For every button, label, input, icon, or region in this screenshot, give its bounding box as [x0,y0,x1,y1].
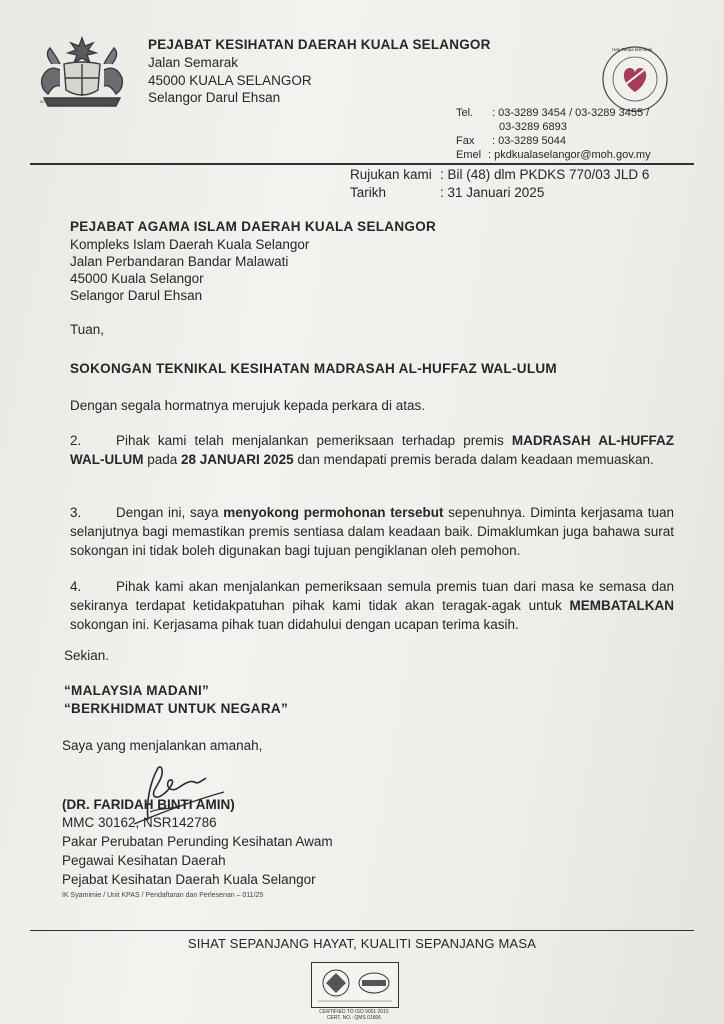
p4-text-c: sokongan ini. Kerjasama pihak tuan didahului dengan ucapan terima kasih. [70,617,519,632]
closing: Sekian. [64,648,110,663]
office-name: PEJABAT KESIHATAN DAERAH KUALA SELANGOR [148,37,491,52]
motto-2: “BERKHIDMAT UNTUK NEGARA” [64,701,288,716]
signatory-title-2: Pegawai Kesihatan Daerah [62,853,226,868]
file-reference: IK Syamimie / Unit KPAS / Pendaftaran dan Perlesenan – 011/25 [62,892,264,899]
p2-inspection-date: 28 JANUARI 2025 [181,452,294,467]
p4-text-a: Pihak kami akan menjalankan pemeriksaan semula premis tuan dari masa ke semasa dan sekiranya terdapat ketidakpatuhan pihak kami tidak akan teragak-agak untuk [70,579,674,613]
p2-premises-name: MADRASAH AL-HUFFAZ WAL-ULUM [70,433,674,467]
office-address-line-2: 45000 KUALA SELANGOR [148,73,312,88]
recipient-name: PEJABAT AGAMA ISLAM DAERAH KUALA SELANGOR [70,219,437,234]
footer-divider [30,930,694,931]
certification-text [306,1009,402,1021]
p2-text-d: dan mendapati premis berada dalam keadaan memuaskan. [293,452,654,467]
fax-label: Fax [456,135,475,147]
salutation: Tuan, [70,322,105,337]
signatory-name: (DR. FARIDAH BINTI AMIN) [62,797,235,812]
paragraph-4 [70,577,674,634]
motto-1: “MALAYSIA MADANI” [64,683,210,698]
signatory-registration: MMC 30162, NSR142786 [62,815,217,830]
email-label: Emel [456,149,482,161]
tel-value-2: 03-3289 6893 [499,121,567,133]
tel-value: : 03-3289 3454 / 03-3289 3455 / [492,107,650,119]
cert-line-1: CERTIFIED TO ISO 9001:2015 [319,1009,389,1015]
paragraph-3 [70,503,674,560]
email-value: : pkdkualaselangor@moh.gov.my [488,149,651,161]
p3-support-phrase: menyokong permohonan tersebut [223,505,444,520]
date-label: Tarikh [350,185,387,200]
paragraph-4-number: 4. [70,579,82,594]
subject-line: SOKONGAN TEKNIKAL KESIHATAN MADRASAH AL-HUFFAZ WAL-ULUM [70,361,557,376]
paragraph-2 [70,431,674,469]
sign-off: Saya yang menjalankan amanah, [62,738,263,753]
p3-text-c: sepenuhnya. Diminta kerjasama tuan selanjutnya bagi memastikan premis sentiasa dalam keadaan baik. Dimaklumkan juga bahawa surat sokongan ini tidak boleh digunakan bagi tujuan pengiklanan oleh pemohon. [70,505,674,558]
sirim-quality-logo [312,963,398,1007]
recipient-line-2: Jalan Perbandaran Bandar Malawati [70,254,289,269]
coat-of-arms-logo [30,34,134,110]
tel-label: Tel. [456,107,474,119]
health-campaign-seal [600,44,670,114]
p2-text-a: Pihak kami telah menjalankan pemeriksaan terhadap premis [116,433,512,448]
reference-label: Rujukan kami [350,167,432,182]
office-address-line-3: Selangor Darul Ehsan [148,90,281,105]
office-address-line-1: Jalan Semarak [148,55,239,70]
crest-motto: BERSEKUTU BERTAMBAH MUTU [40,100,95,104]
reference-value: : Bil (48) dlm PKDKS 770/03 JLD 6 [440,167,650,182]
cert-line-2: CERT. NO.: QMS 01806 [326,1015,382,1021]
signatory-office: Pejabat Kesihatan Daerah Kuala Selangor [62,872,316,887]
p2-text-c: pada [143,452,182,467]
recipient-line-3: 45000 Kuala Selangor [70,271,204,286]
paragraph-2-number: 2. [70,433,82,448]
paragraph-3-number: 3. [70,505,82,520]
signatory-title-1: Pakar Perubatan Perunding Kesihatan Awam [62,834,333,849]
header-divider [30,163,694,165]
certification-marks [311,962,399,1008]
footer-slogan: SIHAT SEPANJANG HAYAT, KUALITI SEPANJANG MASA [187,936,537,951]
p4-cancel-word: MEMBATALKAN [569,598,674,613]
recipient-line-1: Kompleks Islam Daerah Kuala Selangor [70,237,310,252]
p3-text-a: Dengan ini, saya [116,505,224,520]
fax-value: : 03-3289 5044 [492,135,567,147]
date-value: : 31 Januari 2025 [440,185,545,200]
seal-text: Hari Tanpa Merokok [612,47,653,52]
opening-sentence: Dengan segala hormatnya merujuk kepada perkara di atas. [70,398,425,413]
recipient-line-4: Selangor Darul Ehsan [70,288,203,303]
